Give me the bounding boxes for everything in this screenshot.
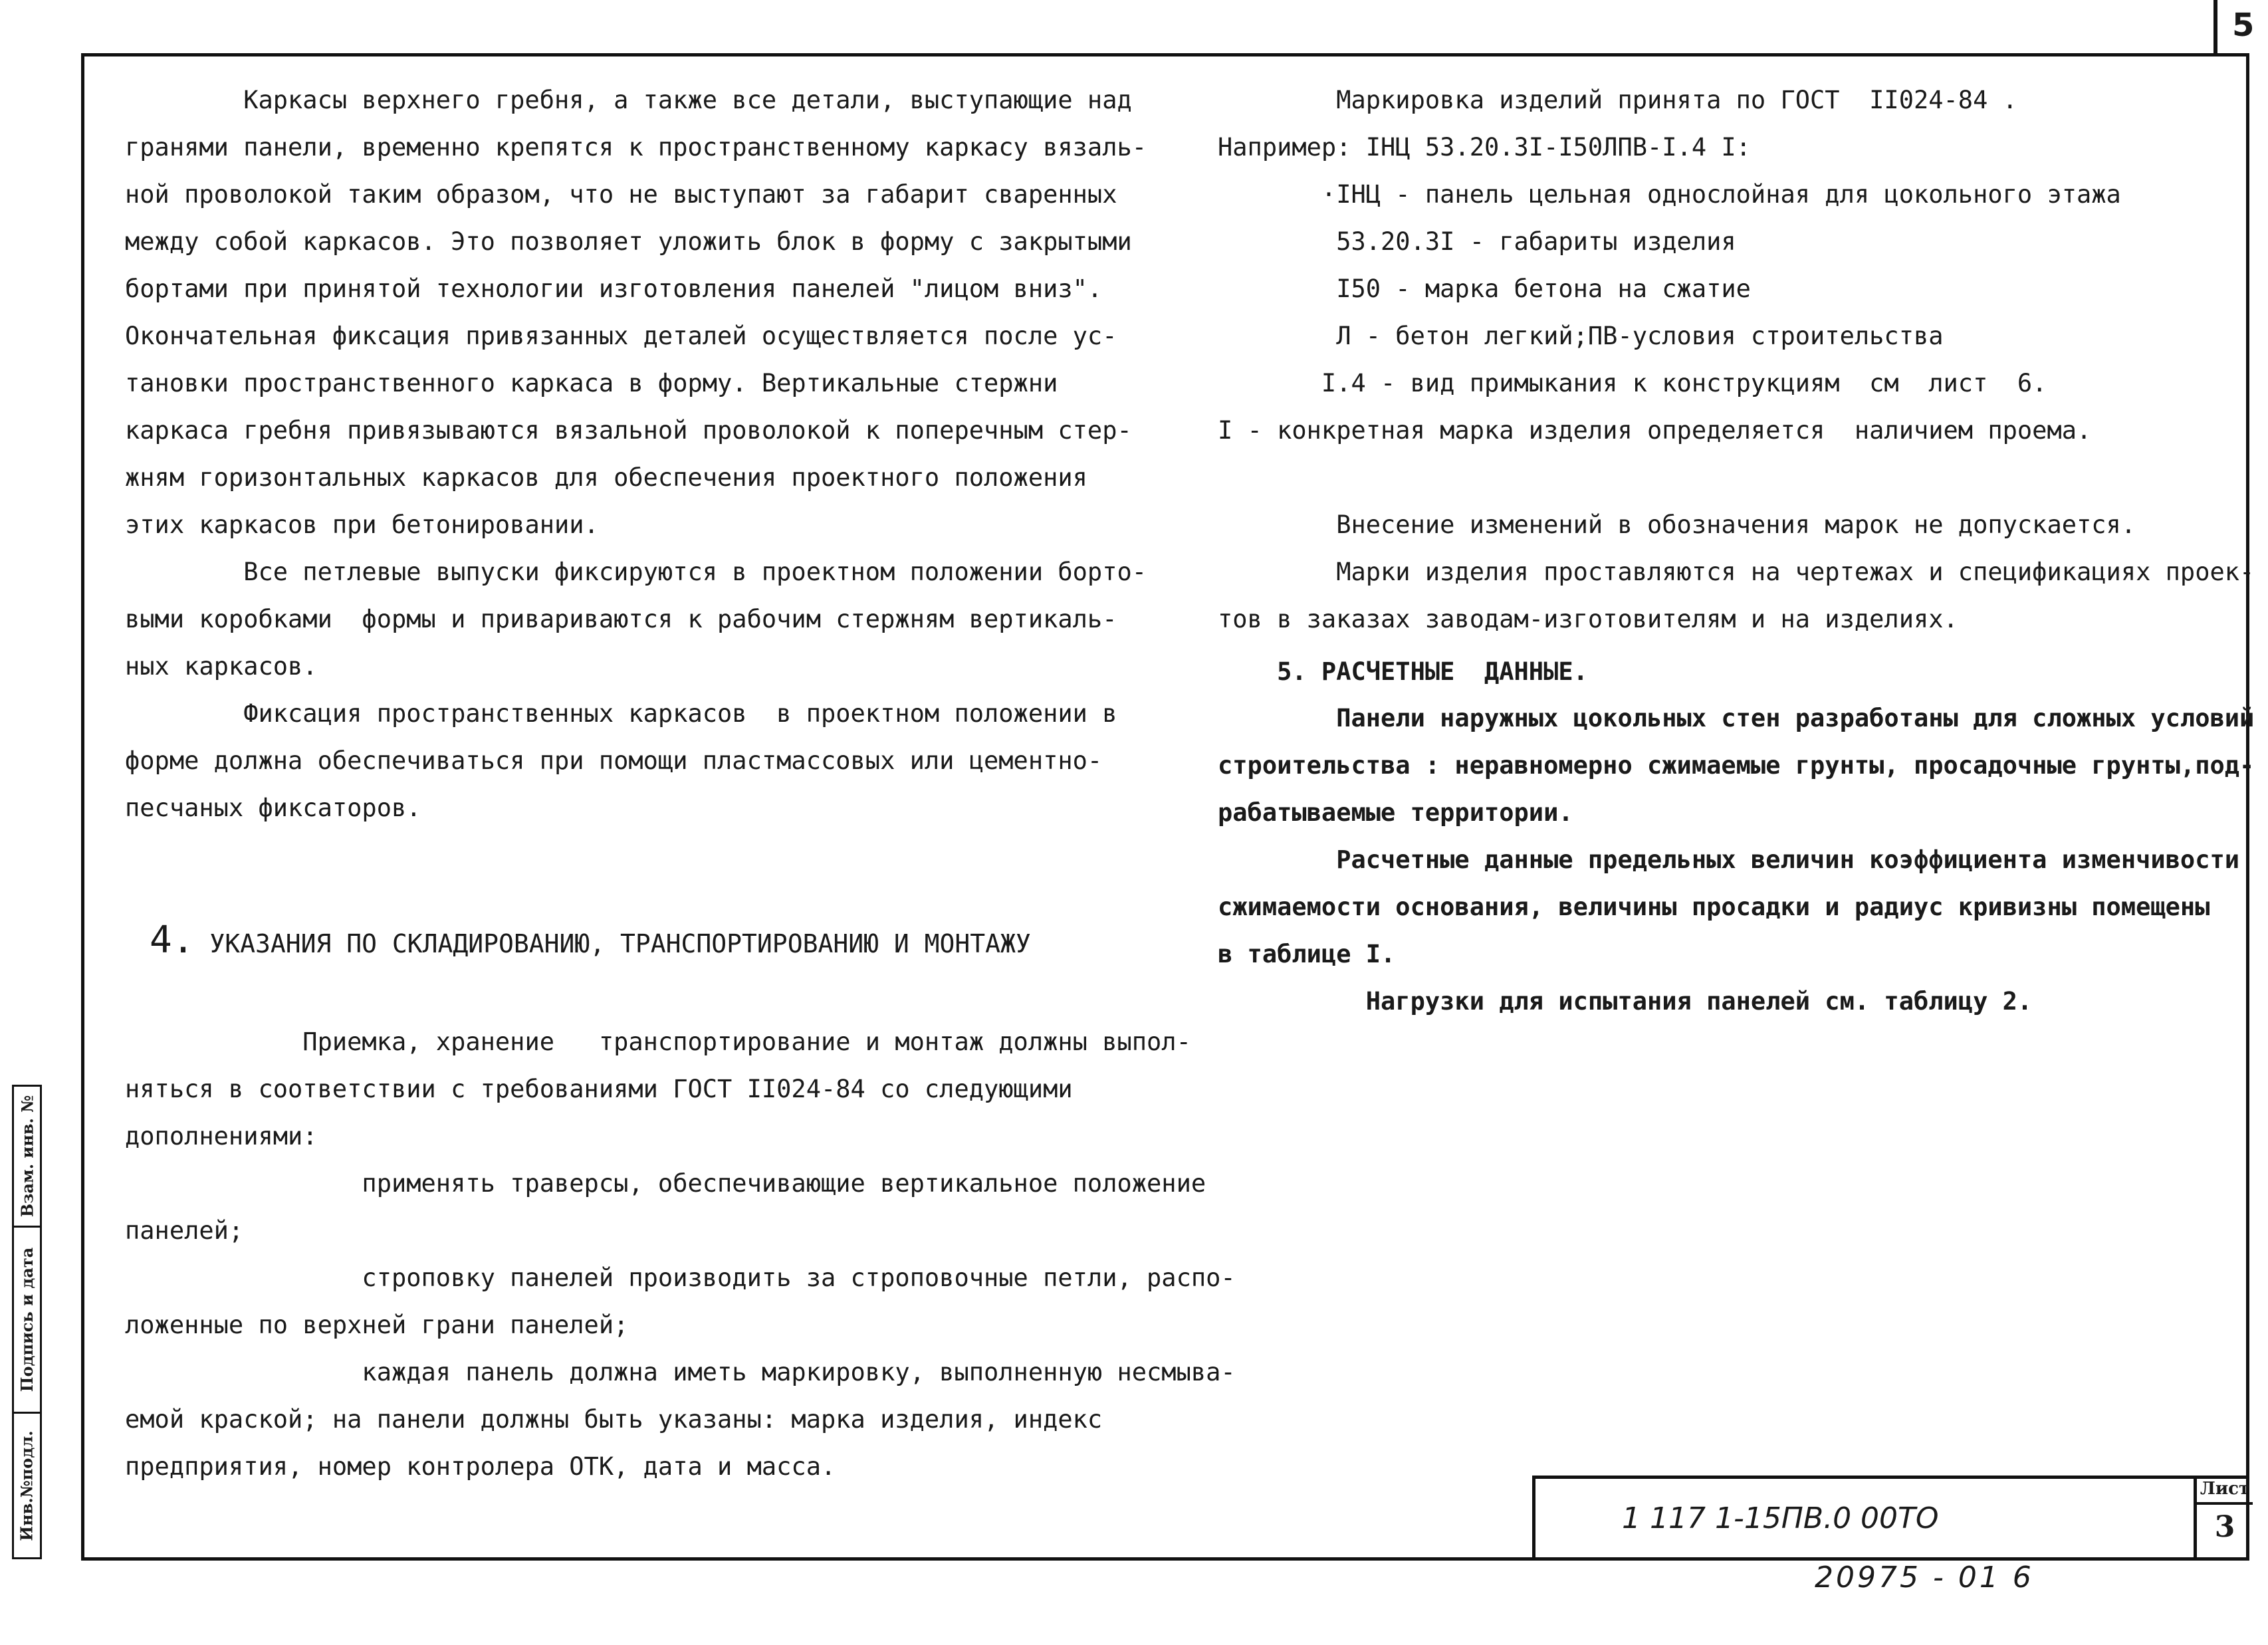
right-column-line: І.4 - вид примыкания к конструкциям см лист 6. [1218,369,2047,397]
section4-text-line: строповку панелей производить за строповочные петли, распо- [125,1263,1236,1292]
left-column-line: форме должна обеспечиваться при помощи пластмассовых или цементно- [125,746,1103,775]
section5-heading [1218,648,2215,695]
sidebar-label-inv-orig: Инв.№подл. [17,1430,37,1541]
left-column-line: ной проволокой таким образом, что не выступают за габарит сваренных [125,180,1117,209]
section4-text-line: ложенные по верхней грани панелей; [125,1311,629,1339]
left-column-line: Окончательная фиксация привязанных деталей осуществляется после ус- [125,322,1117,350]
left-column-line: гранями панели, временно крепятся к пространственному каркасу вязаль- [125,133,1147,162]
section5-text-line: Панели наружных цокольных стен разработаны для сложных условий [1218,704,2255,732]
right-column-line: ·ІНЦ - панель цельная однослойная для цокольного этажа [1218,180,2121,209]
sidebar-label-signature-date: Подпись и дата [17,1247,37,1392]
right-column-line: Марки изделия проставляются на чертежах и спецификациях проек- [1218,558,2255,586]
right-column-line: Например: ІНЦ 53.20.3І-І50ЛПВ-І.4 І: [1218,133,1751,162]
archive-code: 20975 - 01 6 [1815,1561,2034,1594]
left-column-line: каркаса гребня привязываются вязальной проволокой к поперечным стер- [125,416,1132,445]
right-column [1218,76,2255,643]
right-column-line: Л - бетон легкий;ПВ-условия строительства [1218,322,1944,350]
right-column-line: тов в заказах заводам-изготовителям и на изделиях. [1218,605,1958,633]
section4-text-line: Приемка, хранение транспортирование и монтаж должны выпол- [125,1028,1191,1056]
document-code: 1 117 1-15ПВ.0 00ТО [1622,1501,1939,1535]
right-column-line [1218,454,2215,501]
right-column-line: 53.20.3І - габариты изделия [1218,227,1736,256]
approval-sidebar [12,1085,42,1559]
section5-text-line: рабатываемые территории. [1218,798,1573,827]
sidebar-cell-inv-orig [14,1414,40,1557]
sheet-number-box [2194,1476,2253,1561]
left-column-line: тановки пространственного каркаса в форму. Вертикальные стержни [125,369,1058,397]
left-column-line: ных каркасов. [125,652,318,681]
section5-text-line: в таблице І. [1218,940,1396,968]
section4-title: УКАЗАНИЯ ПО СКЛАДИРОВАНИЮ, ТРАНСПОРТИРОВАНИЮ И МОНТАЖУ [209,929,1031,958]
section5-text-line: строительства : неравномерно сжимаемые грунты, просадочные грунты,под- [1218,751,2255,780]
section5-text-line: Расчетные данные предельных величин коэффициента изменчивости [1218,845,2240,874]
left-column-line: Фиксация пространственных каркасов в проектном положении в [125,699,1117,728]
sheet-label: Лист [2197,1476,2253,1505]
title-block [1532,1476,2249,1561]
sidebar-cell-signature-date [14,1228,40,1414]
left-column-line: бортами при принятой технологии изготовления панелей "лицом вниз". [125,274,1103,303]
section4-text-line: няться в соответствии с требованиями ГОСТ II024-84 со следующими [125,1075,1073,1103]
page-number: 5 [2232,7,2255,44]
section5-text-line: Нагрузки для испытания панелей см. таблицу 2. [1218,987,2033,1016]
section4-number: 4. [150,919,195,962]
left-column-line: Каркасы верхнего гребня, а также все детали, выступающие над [125,86,1132,114]
sheet-number: 3 [2214,1510,2235,1544]
left-column-line: жням горизонтальных каркасов для обеспечения проектного положения [125,463,1087,492]
left-column [125,76,1147,831]
section4-text-line: применять траверсы, обеспечивающие вертикальное положение [125,1169,1206,1198]
section4-text [125,1018,1236,1490]
left-column-line: выми коробками формы и привариваются к рабочим стержням вертикаль- [125,605,1117,633]
top-edge-line [2213,0,2217,55]
sidebar-cell-replace-inv [14,1087,40,1228]
section4-text-line: предприятия, номер контролера ОТК, дата и масса. [125,1452,836,1481]
section5-heading-text: 5. РАСЧЕТНЫЕ ДАННЫЕ. [1218,657,1588,686]
section4-text-line: дополнениями: [125,1122,318,1151]
left-column-line: песчаных фиксаторов. [125,794,421,822]
section4-text-line: каждая панель должна иметь маркировку, выполненную несмыва- [125,1358,1236,1386]
left-column-line: этих каркасов при бетонировании. [125,510,599,539]
left-column-line: между собой каркасов. Это позволяет уложить блок в форму с закрытыми [125,227,1132,256]
section5-text-line: сжимаемости основания, величины просадки и радиус кривизны помещены [1218,893,2210,921]
section4-text-line: емой краской; на панели должны быть указаны: марка изделия, индекс [125,1405,1103,1434]
right-column-line: Внесение изменений в обозначения марок не допускается. [1218,510,2136,539]
right-column-line: І50 - марка бетона на сжатие [1218,274,1751,303]
section4-text-line: панелей; [125,1216,244,1245]
right-column-line: Маркировка изделий принята по ГОСТ II024-84 . [1218,86,2017,114]
right-column-line: І - конкретная марка изделия определяется наличием проема. [1218,416,2092,445]
sidebar-label-replace-inv: Взам. инв. № [17,1095,37,1218]
section5-text [1218,695,2255,1025]
left-column-line: Все петлевые выпуски фиксируются в проектном положении борто- [125,558,1147,586]
section4-heading [150,919,1031,962]
